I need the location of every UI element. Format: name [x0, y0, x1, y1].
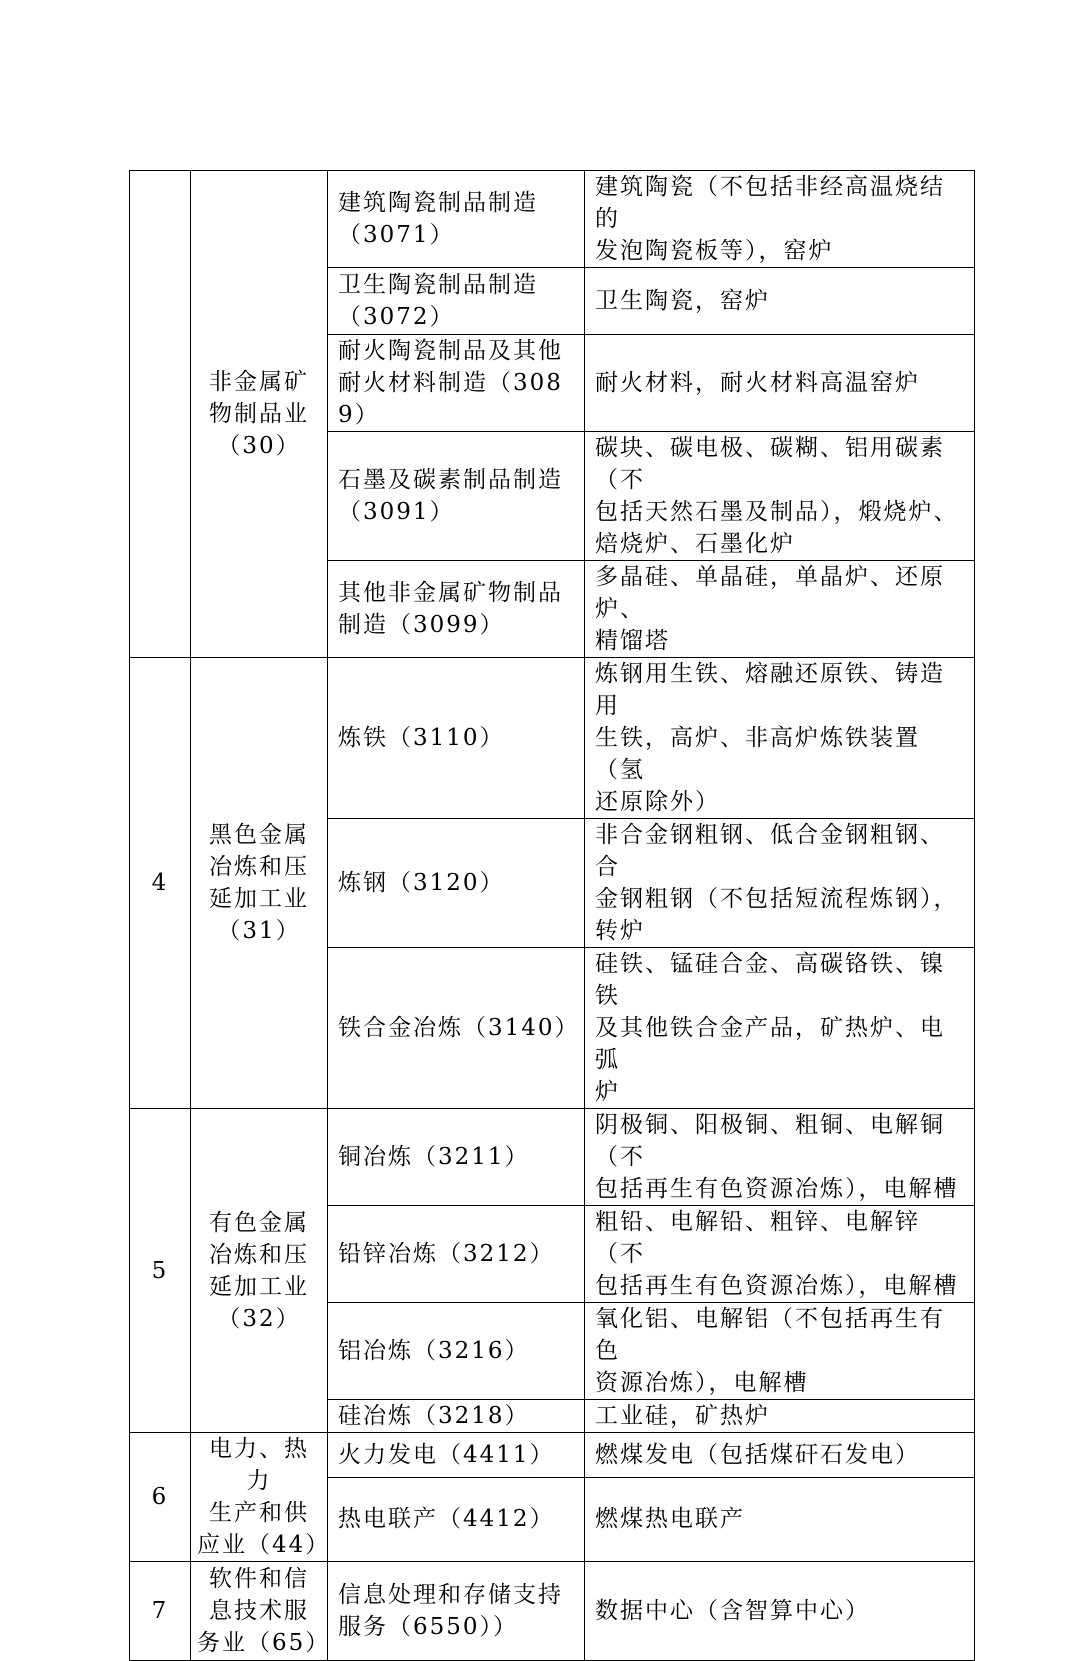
industry-line: 电力、热力	[209, 1436, 309, 1494]
product-equipment-line: 包括再生有色资源冶炼），电解槽	[595, 1273, 959, 1299]
industry-line: 冶炼和压	[209, 1241, 309, 1268]
product-equipment-line: 硅铁、锰硅合金、高碳铬铁、镍铁	[595, 951, 945, 1009]
industry-line: 物制品业	[209, 401, 309, 427]
table-row	[130, 171, 975, 268]
product-equipment-line: 建筑陶瓷（不包括非经高温烧结的	[595, 174, 945, 232]
sub-industry-line: 铁合金冶炼（3140）	[338, 1015, 580, 1041]
sub-industry-line: 炼钢（3120）	[338, 870, 505, 896]
industry-category	[191, 1562, 331, 1661]
sub-industry-line: 铜冶炼（3211）	[338, 1144, 530, 1170]
product-equipment	[585, 658, 975, 819]
industry-category	[191, 1109, 328, 1433]
product-equipment-line: 发泡陶瓷板等），窑炉	[595, 238, 834, 264]
product-equipment	[585, 1562, 975, 1661]
industry-line: 务业（65）	[197, 1630, 331, 1656]
sub-industry-line: 卫生陶瓷制品制造	[338, 272, 538, 298]
sub-industry-line: （3091）	[338, 499, 455, 525]
sub-industry	[328, 561, 585, 658]
product-equipment-line: 生铁，高炉、非高炉炼铁装置（氢	[595, 725, 920, 783]
sub-industry-line: 铅锌冶炼（3212）	[338, 1241, 555, 1267]
product-equipment-line: 燃煤发电（包括煤矸石发电）	[595, 1441, 920, 1468]
sub-industry	[328, 171, 585, 268]
sub-industry-line: 石墨及碳素制品制造	[338, 467, 563, 493]
sub-industry	[328, 948, 585, 1109]
sub-industry-line: 硅冶炼（3218）	[338, 1403, 530, 1429]
sub-industry	[328, 1433, 585, 1478]
product-equipment-line: 非合金钢粗钢、低合金钢粗钢、合	[595, 822, 945, 880]
sub-industry-line: 其他非金属矿物制品	[338, 580, 563, 606]
product-equipment	[585, 1109, 975, 1206]
sub-industry	[328, 1303, 585, 1400]
industry-line: 延加工业	[209, 1273, 309, 1300]
sub-industry	[328, 1562, 585, 1661]
sub-industry	[328, 1206, 585, 1303]
industry-line: （30）	[217, 433, 301, 459]
industry-category	[191, 1433, 331, 1562]
product-equipment	[585, 268, 975, 335]
industry-line: 延加工业	[209, 886, 309, 912]
product-equipment-line: 包括天然石墨及制品），煅烧炉、	[595, 499, 959, 525]
sub-industry-line: （3071）	[338, 222, 455, 248]
industry-line: 黑色金属	[209, 822, 309, 848]
product-equipment	[585, 1400, 975, 1433]
product-equipment	[585, 819, 975, 948]
industry-line: 应业（44）	[197, 1532, 331, 1558]
group-number	[130, 171, 191, 658]
product-equipment-line: 燃煤热电联产	[595, 1506, 745, 1533]
product-equipment-line: 及其他铁合金产品，矿热炉、电弧	[595, 1015, 945, 1073]
industry-line: 非金属矿	[209, 369, 309, 395]
industry-line: （31）	[217, 918, 301, 944]
sub-industry-line: 热电联产（4412）	[338, 1506, 555, 1533]
product-equipment-line: 粗铅、电解铅、粗锌、电解锌（不	[595, 1209, 920, 1267]
industry-category	[191, 171, 328, 658]
sub-industry	[328, 819, 585, 948]
industry-line: 有色金属	[209, 1209, 309, 1236]
industry-line: 息技术服	[209, 1598, 309, 1624]
sub-industry-line: 服务（6550））	[338, 1614, 519, 1640]
product-equipment-line: 炼钢用生铁、熔融还原铁、铸造用	[595, 661, 945, 719]
product-equipment-line: 多晶硅、单晶硅，单晶炉、还原炉、	[595, 564, 945, 622]
sub-industry-line: 制造（3099）	[338, 612, 505, 638]
product-equipment-line: 焙烧炉、石墨化炉	[595, 531, 795, 557]
product-equipment-line: 金钢粗钢（不包括短流程炼钢），	[595, 886, 959, 912]
product-equipment-line: 包括再生有色资源冶炼），电解槽	[595, 1176, 959, 1202]
table-row	[130, 658, 975, 819]
sub-industry-line: 耐火陶瓷制品及其他	[338, 338, 563, 364]
industry-line: （32）	[217, 1305, 301, 1332]
sub-industry-line: 建筑陶瓷制品制造	[338, 190, 538, 216]
sub-industry-line: 铝冶炼（3216）	[338, 1338, 530, 1364]
sub-industry-line: （3072）	[338, 304, 455, 330]
product-equipment	[585, 1303, 975, 1400]
product-equipment	[585, 561, 975, 658]
product-equipment	[585, 1433, 975, 1478]
sub-industry-line: 炼铁（3110）	[338, 725, 505, 751]
group-number: 4	[130, 658, 191, 1109]
product-equipment-line: 工业硅，矿热炉	[595, 1403, 770, 1429]
group-number: 5	[130, 1109, 191, 1433]
product-equipment	[585, 335, 975, 432]
table-row	[130, 1562, 975, 1661]
sub-industry	[328, 268, 585, 335]
sub-industry	[328, 1477, 585, 1561]
product-equipment-line: 炉	[595, 1079, 620, 1105]
product-equipment-line: 资源冶炼），电解槽	[595, 1370, 809, 1396]
industry-table	[129, 170, 975, 1661]
product-equipment-line: 氧化铝、电解铝（不包括再生有色	[595, 1306, 945, 1364]
product-equipment-line: 卫生陶瓷，窑炉	[595, 288, 770, 314]
product-equipment	[585, 1206, 975, 1303]
product-equipment-line: 耐火材料，耐火材料高温窑炉	[595, 370, 920, 396]
industry-line: 生产和供	[209, 1500, 309, 1526]
sub-industry-line: 耐火材料制造（3089）	[338, 370, 563, 428]
product-equipment-line: 转炉	[595, 918, 645, 944]
industry-line: 软件和信	[209, 1566, 309, 1592]
sub-industry	[328, 335, 585, 432]
sub-industry	[328, 432, 585, 561]
product-equipment-line: 数据中心（含智算中心）	[595, 1598, 870, 1624]
product-equipment	[585, 1477, 975, 1561]
industry-category	[191, 658, 328, 1109]
product-equipment	[585, 432, 975, 561]
sub-industry-line: 火力发电（4411）	[338, 1441, 555, 1468]
product-equipment-line: 阴极铜、阳极铜、粗铜、电解铜（不	[595, 1112, 945, 1170]
product-equipment	[585, 171, 975, 268]
sub-industry	[328, 1400, 585, 1433]
table-row	[130, 1109, 975, 1206]
product-equipment-line: 碳块、碳电极、碳糊、铝用碳素（不	[595, 435, 945, 493]
industry-line: 冶炼和压	[209, 854, 309, 880]
product-equipment-line: 精馏塔	[595, 628, 670, 654]
sub-industry	[328, 1109, 585, 1206]
product-equipment	[585, 948, 975, 1109]
product-equipment-line: 还原除外）	[595, 789, 720, 815]
group-number: 6	[130, 1433, 191, 1562]
sub-industry-line: 信息处理和存储支持	[338, 1582, 563, 1608]
table-row	[130, 1433, 975, 1478]
group-number: 7	[130, 1562, 191, 1661]
sub-industry	[328, 658, 585, 819]
